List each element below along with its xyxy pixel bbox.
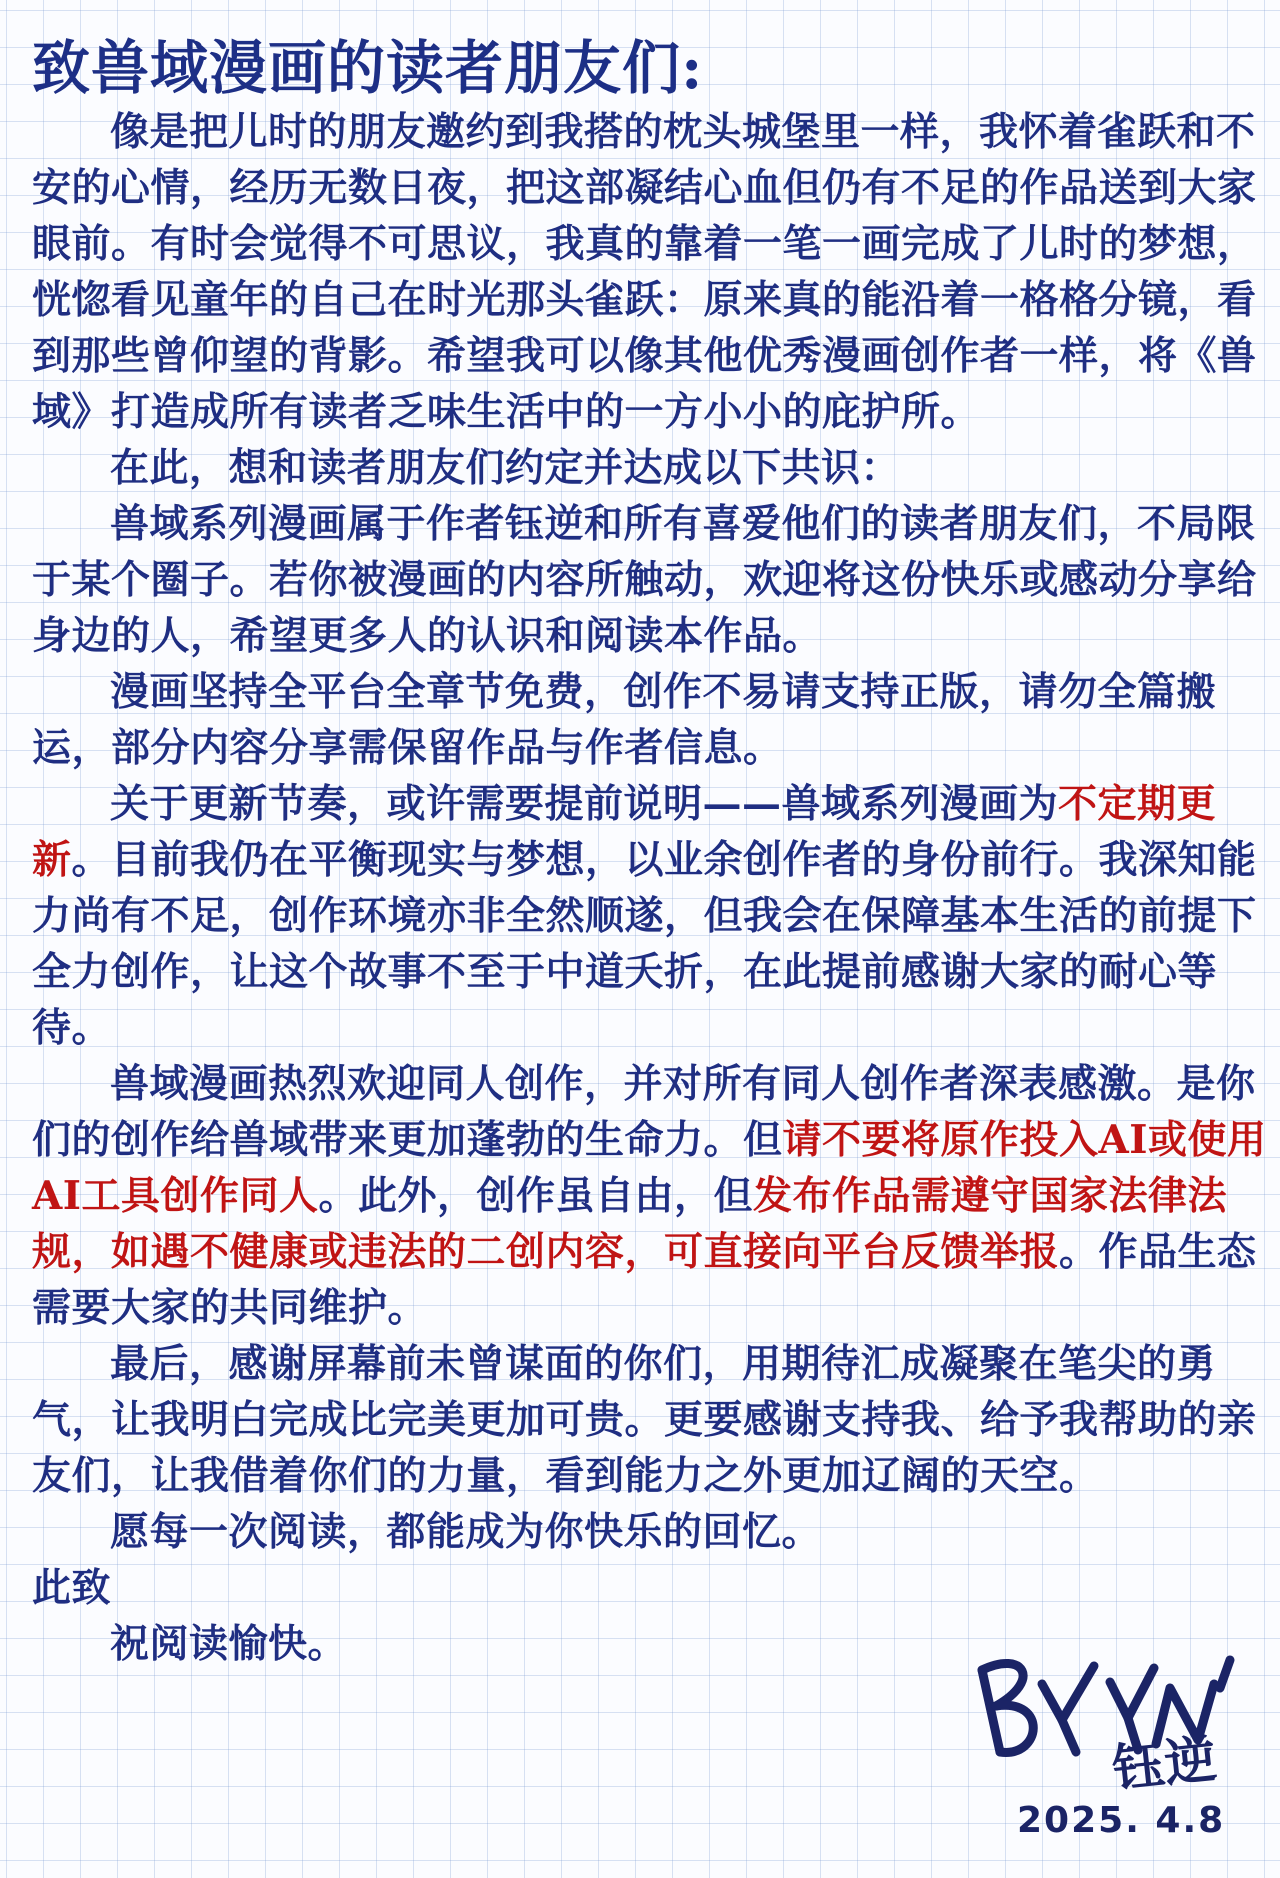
ai-warning-highlight: 请不要将原作投入AI或使用AI工具创作同人 [32,1117,1267,1219]
signature-name: 钰逆 [1109,1729,1220,1801]
fan-text-after: 。作品生态需要大家的共同维护。 [32,1229,1257,1331]
update-text-after: 。目前我仍在平衡现实与梦想，以业余创作者的身份前行。我深知能力尚有不足，创作环境亦非全然顺遂，但我会在保障基本生活的前提下全力创作，让这个故事不至于中道夭折，在此提前感谢大家的耐心等待。 [32,837,1257,1051]
signature-date: 2025. 4.8 [1017,1800,1226,1841]
fan-text-before: 兽域漫画热烈欢迎同人创作，并对所有同人创作者深表感激。是你们的创作给兽域带来更加蓬勃的生命力。但 [32,1061,1256,1163]
update-text-before: 关于更新节奏，或许需要提前说明——兽域系列漫画为 [110,781,1059,827]
update-highlight: 不定期更新 [32,781,1217,883]
paragraph-thanks: 最后，感谢屏幕前未曾谋面的你们，用期待汇成凝聚在笔尖的勇气，让我明白完成比完美更加可贵。更要感谢支持我、给予我帮助的亲友们，让我借着你们的力量，看到能力之外更加辽阔的天空。 [32,1341,1257,1499]
paragraph-wish: 愿每一次阅读，都能成为你快乐的回忆。 [110,1509,822,1555]
closing-salutation: 此致 [32,1565,112,1611]
closing-wish: 祝阅读愉快。 [110,1621,348,1667]
paragraph-ownership: 兽域系列漫画属于作者钰逆和所有喜爱他们的读者朋友们，不局限于某个圈子。若你被漫画的内容所触动，欢迎将这份快乐或感动分享给身边的人，希望更多人的认识和阅读本作品。 [32,501,1257,659]
paragraph-update-schedule [32,776,1267,1056]
paragraph-intro: 像是把儿时的朋友邀约到我搭的枕头城堡里一样，我怀着雀跃和不安的心情，经历无数日夜，把这部凝结心血但仍有不足的作品送到大家眼前。有时会觉得不可思议，我真的靠着一笔一画完成了儿时的梦想，恍惚看见童年的自己在时光那头雀跃：原来真的能沿着一格格分镜，看到那些曾仰望的背影。希望我可以像其他优秀漫画创作者一样，将《兽域》打造成所有读者乏味生活中的一方小小的庇护所。 [32,109,1257,435]
paragraph-free-reading: 漫画坚持全平台全章节免费，创作不易请支持正版，请勿全篇搬运，部分内容分享需保留作品与作者信息。 [32,669,1217,771]
law-warning-highlight: 发布作品需遵守国家法律法规，如遇不健康或违法的二创内容，可直接向平台反馈举报 [32,1173,1228,1275]
paragraph-agreement-intro: 在此，想和读者朋友们约定并达成以下共识： [110,445,901,491]
letter-body [32,104,1267,1672]
handwritten-signature [962,1640,1262,1860]
fan-text-middle: 。此外，创作虽自由，但 [318,1173,754,1219]
letter-title: 致兽域漫画的读者朋友们: [32,34,704,102]
paragraph-fan-creation [32,1056,1267,1336]
